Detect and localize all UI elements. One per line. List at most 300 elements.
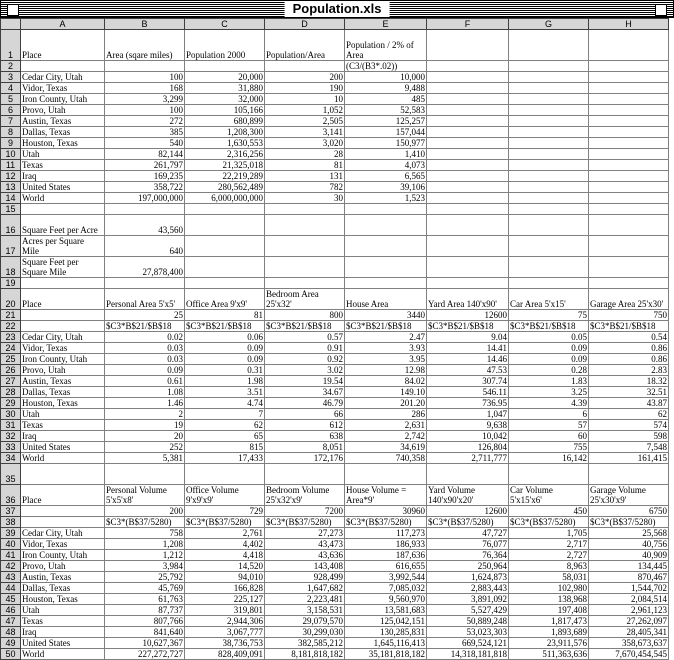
cell-e49[interactable]: 1,645,116,413	[345, 638, 427, 649]
row-header[interactable]: 39	[1, 528, 21, 539]
cell-f31[interactable]: 9,638	[427, 420, 509, 431]
cell-h6[interactable]	[589, 105, 669, 116]
cell-c14[interactable]: 6,000,000,000	[185, 193, 265, 204]
cell-e17[interactable]	[345, 236, 427, 257]
cell-d44[interactable]: 1,647,682	[265, 583, 345, 594]
cell-e46[interactable]: 13,581,683	[345, 605, 427, 616]
cell-a24[interactable]: Vidor, Texas	[21, 343, 105, 354]
row-header[interactable]: 27	[1, 376, 21, 387]
cell-c36[interactable]: Office Volume 9'x9'x9'	[185, 485, 265, 506]
cell-f44[interactable]: 2,883,443	[427, 583, 509, 594]
cell-f45[interactable]: 3,891,092	[427, 594, 509, 605]
cell-d38[interactable]: $C3*(B$37/5280)	[265, 517, 345, 528]
cell-g50[interactable]: 511,363,636	[509, 649, 589, 660]
cell-b26[interactable]: 0.09	[105, 365, 185, 376]
column-header-a[interactable]: A	[21, 19, 105, 30]
cell-g12[interactable]	[509, 171, 589, 182]
cell-c20[interactable]: Office Area 9'x9'	[185, 289, 265, 310]
cell-h32[interactable]: 598	[589, 431, 669, 442]
row-header[interactable]: 30	[1, 409, 21, 420]
cell-a28[interactable]: Dallas, Texas	[21, 387, 105, 398]
cell-b49[interactable]: 10,627,367	[105, 638, 185, 649]
cell-h38[interactable]: $C3*(B$37/5280)	[589, 517, 669, 528]
row-header[interactable]: 34	[1, 453, 21, 464]
cell-a11[interactable]: Texas	[21, 160, 105, 171]
cell-h7[interactable]	[589, 116, 669, 127]
cell-f6[interactable]	[427, 105, 509, 116]
cell-a10[interactable]: Utah	[21, 149, 105, 160]
cell-e30[interactable]: 286	[345, 409, 427, 420]
cell-a4[interactable]: Vidor, Texas	[21, 83, 105, 94]
cell-a3[interactable]: Cedar City, Utah	[21, 72, 105, 83]
cell-e6[interactable]: 52,583	[345, 105, 427, 116]
cell-b41[interactable]: 1,212	[105, 550, 185, 561]
cell-h20[interactable]: Garage Area 25'x30'	[589, 289, 669, 310]
cell-e36[interactable]: House Volume = Area*9'	[345, 485, 427, 506]
cell-h44[interactable]: 1,544,702	[589, 583, 669, 594]
cell-f8[interactable]	[427, 127, 509, 138]
row-header[interactable]: 23	[1, 332, 21, 343]
cell-h37[interactable]: 6750	[589, 506, 669, 517]
cell-e15[interactable]	[345, 204, 427, 215]
cell-d14[interactable]: 30	[265, 193, 345, 204]
cell-b30[interactable]: 2	[105, 409, 185, 420]
cell-c26[interactable]: 0.31	[185, 365, 265, 376]
cell-g16[interactable]	[509, 215, 589, 236]
row-header[interactable]: 17	[1, 236, 21, 257]
cell-g48[interactable]: 1,893,689	[509, 627, 589, 638]
cell-e41[interactable]: 187,636	[345, 550, 427, 561]
row-header[interactable]: 13	[1, 182, 21, 193]
cell-e7[interactable]: 125,257	[345, 116, 427, 127]
cell-f32[interactable]: 10,042	[427, 431, 509, 442]
cell-a43[interactable]: Austin, Texas	[21, 572, 105, 583]
cell-d42[interactable]: 143,408	[265, 561, 345, 572]
cell-b7[interactable]: 272	[105, 116, 185, 127]
cell-b45[interactable]: 61,763	[105, 594, 185, 605]
cell-h14[interactable]	[589, 193, 669, 204]
cell-f10[interactable]	[427, 149, 509, 160]
cell-d19[interactable]	[265, 278, 345, 289]
cell-d22[interactable]: $C3*B$21/$B$18	[265, 321, 345, 332]
column-header-e[interactable]: E	[345, 19, 427, 30]
cell-g39[interactable]: 1,705	[509, 528, 589, 539]
cell-g21[interactable]: 75	[509, 310, 589, 321]
cell-g28[interactable]: 3.25	[509, 387, 589, 398]
row-header[interactable]: 43	[1, 572, 21, 583]
cell-a15[interactable]	[21, 204, 105, 215]
cell-f39[interactable]: 47,727	[427, 528, 509, 539]
cell-a6[interactable]: Provo, Utah	[21, 105, 105, 116]
cell-c1[interactable]: Population 2000	[185, 30, 265, 61]
cell-c16[interactable]	[185, 215, 265, 236]
cell-f49[interactable]: 669,524,121	[427, 638, 509, 649]
cell-f16[interactable]	[427, 215, 509, 236]
row-header[interactable]: 20	[1, 289, 21, 310]
cell-g46[interactable]: 197,408	[509, 605, 589, 616]
row-header[interactable]: 32	[1, 431, 21, 442]
cell-f9[interactable]	[427, 138, 509, 149]
cell-a19[interactable]	[21, 278, 105, 289]
cell-b50[interactable]: 227,272,727	[105, 649, 185, 660]
row-header[interactable]: 49	[1, 638, 21, 649]
cell-c22[interactable]: $C3*B$21/$B$18	[185, 321, 265, 332]
cell-b29[interactable]: 1.46	[105, 398, 185, 409]
cell-f13[interactable]	[427, 182, 509, 193]
cell-f24[interactable]: 14.41	[427, 343, 509, 354]
cell-g32[interactable]: 60	[509, 431, 589, 442]
column-header-c[interactable]: C	[185, 19, 265, 30]
cell-c29[interactable]: 4.74	[185, 398, 265, 409]
cell-h45[interactable]: 2,084,514	[589, 594, 669, 605]
cell-a7[interactable]: Austin, Texas	[21, 116, 105, 127]
cell-d43[interactable]: 928,499	[265, 572, 345, 583]
cell-e8[interactable]: 157,044	[345, 127, 427, 138]
cell-b25[interactable]: 0.03	[105, 354, 185, 365]
cell-f4[interactable]	[427, 83, 509, 94]
row-header[interactable]: 24	[1, 343, 21, 354]
row-header[interactable]: 28	[1, 387, 21, 398]
cell-e9[interactable]: 150,977	[345, 138, 427, 149]
cell-g2[interactable]	[509, 61, 589, 72]
row-header[interactable]: 18	[1, 257, 21, 278]
cell-b1[interactable]: Area (sqare miles)	[105, 30, 185, 61]
cell-b35[interactable]	[105, 464, 185, 485]
cell-b17[interactable]: 640	[105, 236, 185, 257]
cell-f40[interactable]: 76,077	[427, 539, 509, 550]
cell-b20[interactable]: Personal Area 5'x5'	[105, 289, 185, 310]
cell-b38[interactable]: $C3*(B$37/5280)	[105, 517, 185, 528]
cell-b5[interactable]: 3,299	[105, 94, 185, 105]
cell-d10[interactable]: 28	[265, 149, 345, 160]
cell-h49[interactable]: 358,673,637	[589, 638, 669, 649]
row-header[interactable]: 10	[1, 149, 21, 160]
cell-h12[interactable]	[589, 171, 669, 182]
cell-a23[interactable]: Cedar City, Utah	[21, 332, 105, 343]
cell-c24[interactable]: 0.09	[185, 343, 265, 354]
cell-c7[interactable]: 680,899	[185, 116, 265, 127]
cell-h11[interactable]	[589, 160, 669, 171]
cell-c12[interactable]: 22,219,289	[185, 171, 265, 182]
cell-c11[interactable]: 21,325,018	[185, 160, 265, 171]
cell-e31[interactable]: 2,631	[345, 420, 427, 431]
cell-f2[interactable]	[427, 61, 509, 72]
cell-g4[interactable]	[509, 83, 589, 94]
cell-c21[interactable]: 81	[185, 310, 265, 321]
cell-f21[interactable]: 12600	[427, 310, 509, 321]
cell-b3[interactable]: 100	[105, 72, 185, 83]
row-header[interactable]: 7	[1, 116, 21, 127]
cell-e27[interactable]: 84.02	[345, 376, 427, 387]
cell-d45[interactable]: 2,223,481	[265, 594, 345, 605]
cell-f42[interactable]: 250,964	[427, 561, 509, 572]
cell-a46[interactable]: Utah	[21, 605, 105, 616]
cell-e45[interactable]: 9,560,970	[345, 594, 427, 605]
cell-e42[interactable]: 616,655	[345, 561, 427, 572]
cell-b11[interactable]: 261,797	[105, 160, 185, 171]
cell-a31[interactable]: Texas	[21, 420, 105, 431]
cell-e23[interactable]: 2.47	[345, 332, 427, 343]
cell-g22[interactable]: $C3*B$21/$B$18	[509, 321, 589, 332]
cell-f48[interactable]: 53,023,303	[427, 627, 509, 638]
select-all-corner[interactable]	[1, 19, 21, 30]
cell-b14[interactable]: 197,000,000	[105, 193, 185, 204]
cell-g8[interactable]	[509, 127, 589, 138]
cell-a13[interactable]: United States	[21, 182, 105, 193]
cell-e40[interactable]: 186,933	[345, 539, 427, 550]
cell-c37[interactable]: 729	[185, 506, 265, 517]
cell-g7[interactable]	[509, 116, 589, 127]
cell-d41[interactable]: 43,636	[265, 550, 345, 561]
cell-e39[interactable]: 117,273	[345, 528, 427, 539]
cell-d2[interactable]	[265, 61, 345, 72]
cell-h5[interactable]	[589, 94, 669, 105]
cell-a32[interactable]: Iraq	[21, 431, 105, 442]
row-header[interactable]: 22	[1, 321, 21, 332]
cell-d46[interactable]: 3,158,531	[265, 605, 345, 616]
cell-h48[interactable]: 28,405,341	[589, 627, 669, 638]
cell-e26[interactable]: 12.98	[345, 365, 427, 376]
cell-c35[interactable]	[185, 464, 265, 485]
cell-b28[interactable]: 1.08	[105, 387, 185, 398]
cell-d40[interactable]: 43,473	[265, 539, 345, 550]
cell-e35[interactable]	[345, 464, 427, 485]
cell-b16[interactable]: 43,560	[105, 215, 185, 236]
cell-b39[interactable]: 758	[105, 528, 185, 539]
cell-d50[interactable]: 8,181,818,182	[265, 649, 345, 660]
cell-c9[interactable]: 1,630,553	[185, 138, 265, 149]
cell-f47[interactable]: 50,889,248	[427, 616, 509, 627]
cell-h1[interactable]	[589, 30, 669, 61]
cell-b18[interactable]: 27,878,400	[105, 257, 185, 278]
cell-c43[interactable]: 94,010	[185, 572, 265, 583]
cell-h21[interactable]: 750	[589, 310, 669, 321]
cell-c46[interactable]: 319,801	[185, 605, 265, 616]
cell-e44[interactable]: 7,085,032	[345, 583, 427, 594]
cell-c34[interactable]: 17,433	[185, 453, 265, 464]
cell-c40[interactable]: 4,402	[185, 539, 265, 550]
cell-f7[interactable]	[427, 116, 509, 127]
cell-d28[interactable]: 34.67	[265, 387, 345, 398]
cell-d18[interactable]	[265, 257, 345, 278]
cell-d39[interactable]: 27,273	[265, 528, 345, 539]
cell-b31[interactable]: 19	[105, 420, 185, 431]
cell-h9[interactable]	[589, 138, 669, 149]
cell-h46[interactable]: 2,961,123	[589, 605, 669, 616]
cell-g18[interactable]	[509, 257, 589, 278]
row-header[interactable]: 11	[1, 160, 21, 171]
cell-c25[interactable]: 0.09	[185, 354, 265, 365]
cell-g37[interactable]: 450	[509, 506, 589, 517]
cell-g25[interactable]: 0.09	[509, 354, 589, 365]
cell-c5[interactable]: 32,000	[185, 94, 265, 105]
cell-f36[interactable]: Yard Volume 140'x90'x20'	[427, 485, 509, 506]
cell-e11[interactable]: 4,073	[345, 160, 427, 171]
cell-e2[interactable]: (C3/(B3*.02))	[345, 61, 427, 72]
cell-b43[interactable]: 25,792	[105, 572, 185, 583]
cell-f20[interactable]: Yard Area 140'x90'	[427, 289, 509, 310]
row-header[interactable]: 47	[1, 616, 21, 627]
row-header[interactable]: 29	[1, 398, 21, 409]
cell-f11[interactable]	[427, 160, 509, 171]
cell-a30[interactable]: Utah	[21, 409, 105, 420]
cell-g30[interactable]: 6	[509, 409, 589, 420]
cell-b46[interactable]: 87,737	[105, 605, 185, 616]
row-header[interactable]: 50	[1, 649, 21, 660]
cell-g14[interactable]	[509, 193, 589, 204]
cell-h25[interactable]: 0.86	[589, 354, 669, 365]
row-header[interactable]: 35	[1, 464, 21, 485]
window-title-bar[interactable]	[0, 0, 674, 18]
cell-g23[interactable]: 0.05	[509, 332, 589, 343]
cell-g10[interactable]	[509, 149, 589, 160]
cell-f30[interactable]: 1,047	[427, 409, 509, 420]
cell-c39[interactable]: 2,761	[185, 528, 265, 539]
cell-a8[interactable]: Dallas, Texas	[21, 127, 105, 138]
cell-b44[interactable]: 45,769	[105, 583, 185, 594]
row-header[interactable]: 14	[1, 193, 21, 204]
cell-d26[interactable]: 3.02	[265, 365, 345, 376]
cell-b48[interactable]: 841,640	[105, 627, 185, 638]
cell-a1[interactable]: Place	[21, 30, 105, 61]
cell-f34[interactable]: 2,711,777	[427, 453, 509, 464]
cell-g5[interactable]	[509, 94, 589, 105]
cell-d21[interactable]: 800	[265, 310, 345, 321]
cell-f18[interactable]	[427, 257, 509, 278]
cell-g42[interactable]: 8,963	[509, 561, 589, 572]
cell-d15[interactable]	[265, 204, 345, 215]
cell-a5[interactable]: Iron County, Utah	[21, 94, 105, 105]
cell-h41[interactable]: 40,909	[589, 550, 669, 561]
cell-e47[interactable]: 125,042,151	[345, 616, 427, 627]
cell-d48[interactable]: 30,299,030	[265, 627, 345, 638]
cell-e50[interactable]: 35,181,818,182	[345, 649, 427, 660]
cell-c27[interactable]: 1.98	[185, 376, 265, 387]
row-header[interactable]: 21	[1, 310, 21, 321]
cell-b23[interactable]: 0.02	[105, 332, 185, 343]
row-header[interactable]: 5	[1, 94, 21, 105]
cell-b21[interactable]: 25	[105, 310, 185, 321]
cell-a45[interactable]: Houston, Texas	[21, 594, 105, 605]
cell-d7[interactable]: 2,505	[265, 116, 345, 127]
cell-g45[interactable]: 138,968	[509, 594, 589, 605]
row-header[interactable]: 46	[1, 605, 21, 616]
cell-d35[interactable]	[265, 464, 345, 485]
cell-h2[interactable]	[589, 61, 669, 72]
cell-c38[interactable]: $C3*(B$37/5280)	[185, 517, 265, 528]
cell-e3[interactable]: 10,000	[345, 72, 427, 83]
cell-f25[interactable]: 14.46	[427, 354, 509, 365]
cell-d25[interactable]: 0.92	[265, 354, 345, 365]
cell-b24[interactable]: 0.03	[105, 343, 185, 354]
cell-a9[interactable]: Houston, Texas	[21, 138, 105, 149]
cell-c23[interactable]: 0.06	[185, 332, 265, 343]
row-header[interactable]: 48	[1, 627, 21, 638]
cell-f29[interactable]: 736.95	[427, 398, 509, 409]
row-header[interactable]: 9	[1, 138, 21, 149]
cell-d11[interactable]: 81	[265, 160, 345, 171]
cell-d1[interactable]: Population/Area	[265, 30, 345, 61]
row-header[interactable]: 19	[1, 278, 21, 289]
cell-e21[interactable]: 3440	[345, 310, 427, 321]
cell-f41[interactable]: 76,364	[427, 550, 509, 561]
cell-c17[interactable]	[185, 236, 265, 257]
cell-h26[interactable]: 2.83	[589, 365, 669, 376]
cell-d47[interactable]: 29,079,570	[265, 616, 345, 627]
cell-a47[interactable]: Texas	[21, 616, 105, 627]
column-header-g[interactable]: G	[509, 19, 589, 30]
cell-e33[interactable]: 34,619	[345, 442, 427, 453]
cell-h8[interactable]	[589, 127, 669, 138]
cell-b13[interactable]: 358,722	[105, 182, 185, 193]
cell-c48[interactable]: 3,067,777	[185, 627, 265, 638]
spreadsheet-grid[interactable]	[0, 18, 669, 660]
cell-d4[interactable]: 190	[265, 83, 345, 94]
cell-f28[interactable]: 546.11	[427, 387, 509, 398]
cell-a37[interactable]	[21, 506, 105, 517]
cell-b2[interactable]	[105, 61, 185, 72]
cell-a14[interactable]: World	[21, 193, 105, 204]
cell-h39[interactable]: 25,568	[589, 528, 669, 539]
row-header[interactable]: 3	[1, 72, 21, 83]
cell-g1[interactable]	[509, 30, 589, 61]
cell-h42[interactable]: 134,445	[589, 561, 669, 572]
cell-a29[interactable]: Houston, Texas	[21, 398, 105, 409]
cell-e4[interactable]: 9,488	[345, 83, 427, 94]
cell-g24[interactable]: 0.09	[509, 343, 589, 354]
cell-f27[interactable]: 307.74	[427, 376, 509, 387]
cell-a18[interactable]: Square Feet per Square Mile	[21, 257, 105, 278]
cell-g43[interactable]: 58,031	[509, 572, 589, 583]
cell-f3[interactable]	[427, 72, 509, 83]
cell-h30[interactable]: 62	[589, 409, 669, 420]
row-header[interactable]: 2	[1, 61, 21, 72]
cell-h27[interactable]: 18.32	[589, 376, 669, 387]
cell-d20[interactable]: Bedroom Area 25'x32'	[265, 289, 345, 310]
row-header[interactable]: 45	[1, 594, 21, 605]
column-header-d[interactable]: D	[265, 19, 345, 30]
cell-f46[interactable]: 5,527,429	[427, 605, 509, 616]
cell-d8[interactable]: 3,141	[265, 127, 345, 138]
cell-b15[interactable]	[105, 204, 185, 215]
cell-c50[interactable]: 828,409,091	[185, 649, 265, 660]
cell-g27[interactable]: 1.83	[509, 376, 589, 387]
cell-h24[interactable]: 0.86	[589, 343, 669, 354]
cell-a2[interactable]	[21, 61, 105, 72]
cell-c4[interactable]: 31,880	[185, 83, 265, 94]
cell-a48[interactable]: Iraq	[21, 627, 105, 638]
cell-a49[interactable]: United States	[21, 638, 105, 649]
cell-g15[interactable]	[509, 204, 589, 215]
cell-g40[interactable]: 2,717	[509, 539, 589, 550]
cell-h15[interactable]	[589, 204, 669, 215]
cell-g36[interactable]: Car Volume 5'x15'x6'	[509, 485, 589, 506]
cell-c3[interactable]: 20,000	[185, 72, 265, 83]
cell-e48[interactable]: 130,285,831	[345, 627, 427, 638]
cell-b19[interactable]	[105, 278, 185, 289]
cell-a33[interactable]: United States	[21, 442, 105, 453]
cell-d49[interactable]: 382,585,212	[265, 638, 345, 649]
cell-d17[interactable]	[265, 236, 345, 257]
cell-g13[interactable]	[509, 182, 589, 193]
cell-a44[interactable]: Dallas, Texas	[21, 583, 105, 594]
cell-b37[interactable]: 200	[105, 506, 185, 517]
cell-e20[interactable]: House Area	[345, 289, 427, 310]
cell-f38[interactable]: $C3*(B$37/5280)	[427, 517, 509, 528]
cell-f43[interactable]: 1,624,873	[427, 572, 509, 583]
cell-c31[interactable]: 62	[185, 420, 265, 431]
cell-h10[interactable]	[589, 149, 669, 160]
